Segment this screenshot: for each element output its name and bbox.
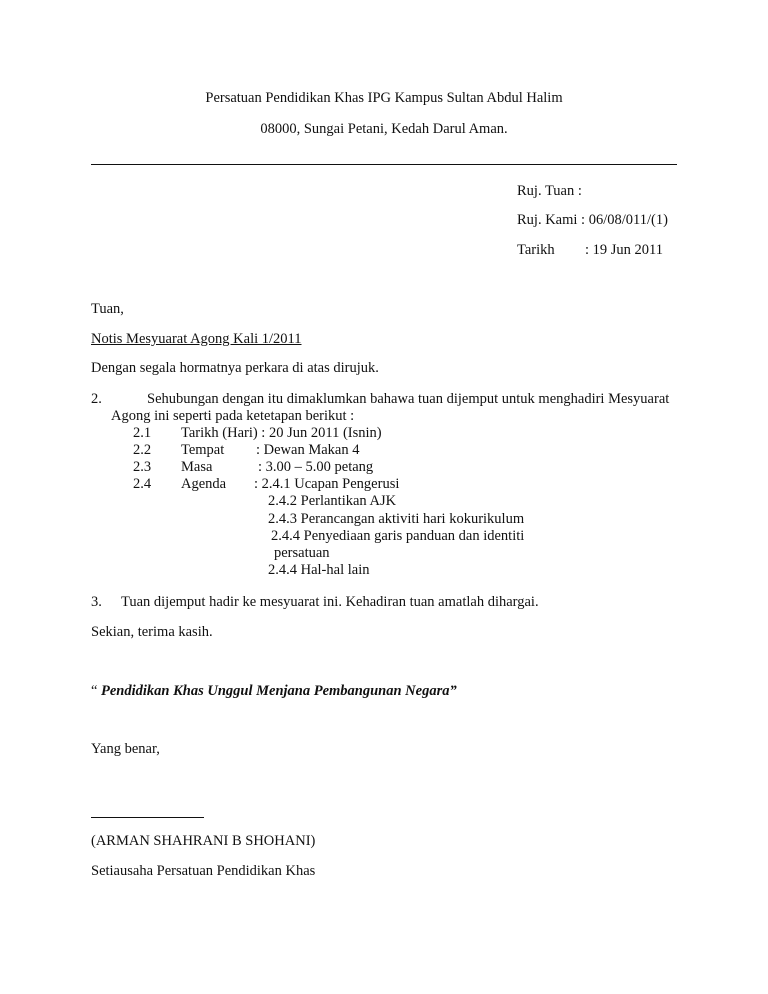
ref-tarikh-label: Tarikh — [517, 242, 555, 258]
motto-open-quote: “ — [91, 683, 98, 699]
item-number: 2.1 — [133, 425, 152, 441]
para3-number: 3. — [91, 594, 102, 610]
subject-line: Notis Mesyuarat Agong Kali 1/2011 — [91, 331, 302, 347]
agenda-subitem-continuation: persatuan — [274, 545, 330, 561]
item-value: : 3.00 – 5.00 petang — [258, 459, 374, 475]
ref-tarikh-value: : 19 Jun 2011 — [585, 242, 664, 258]
yours-truly: Yang benar, — [91, 741, 160, 757]
item-label: Masa — [181, 459, 213, 475]
intro-paragraph: Dengan segala hormatnya perkara di atas dirujuk. — [91, 360, 379, 376]
agenda-subitem: 2.4.3 Perancangan aktiviti hari kokurikulum — [268, 511, 525, 527]
item-label: Tempat — [181, 442, 225, 458]
closing-remark: Sekian, terima kasih. — [91, 624, 213, 640]
motto-text: Pendidikan Khas Unggul Menjana Pembangunan Negara” — [101, 683, 457, 699]
item-number: 2.3 — [133, 459, 152, 475]
para2-line2: Agong ini seperti pada ketetapan berikut : — [111, 408, 355, 424]
ref-ruj-kami: Ruj. Kami : 06/08/011/(1) — [517, 212, 668, 228]
signatory-title: Setiausaha Persatuan Pendidikan Khas — [91, 863, 316, 879]
header-divider — [91, 164, 677, 165]
ref-ruj-tuan: Ruj. Tuan : — [517, 183, 582, 199]
para2-number: 2. — [91, 391, 102, 407]
signatory-name: (ARMAN SHAHRANI B SHOHANI) — [91, 833, 316, 849]
agenda-subitem: 2.4.4 Penyediaan garis panduan dan identiti — [271, 528, 525, 544]
item-label: Tarikh (Hari) : 20 Jun 2011 (Isnin) — [181, 425, 382, 441]
item-label: Agenda — [181, 476, 227, 492]
salutation: Tuan, — [91, 301, 124, 317]
para2-line1: Sehubungan dengan itu dimaklumkan bahawa tuan dijemput untuk menghadiri Mesyuarat — [147, 391, 670, 407]
signature-line — [91, 817, 204, 818]
header-address: 08000, Sungai Petani, Kedah Darul Aman. — [260, 121, 508, 137]
agenda-subitem: 2.4.4 Hal-hal lain — [268, 562, 370, 578]
item-value: : 2.4.1 Ucapan Pengerusi — [254, 476, 400, 492]
header-org-name: Persatuan Pendidikan Khas IPG Kampus Sultan Abdul Halim — [205, 90, 563, 106]
item-number: 2.2 — [133, 442, 152, 458]
item-number: 2.4 — [133, 476, 152, 492]
para3-text: Tuan dijemput hadir ke mesyuarat ini. Kehadiran tuan amatlah dihargai. — [121, 594, 539, 610]
item-value: : Dewan Makan 4 — [256, 442, 360, 458]
agenda-subitem: 2.4.2 Perlantikan AJK — [268, 493, 397, 509]
